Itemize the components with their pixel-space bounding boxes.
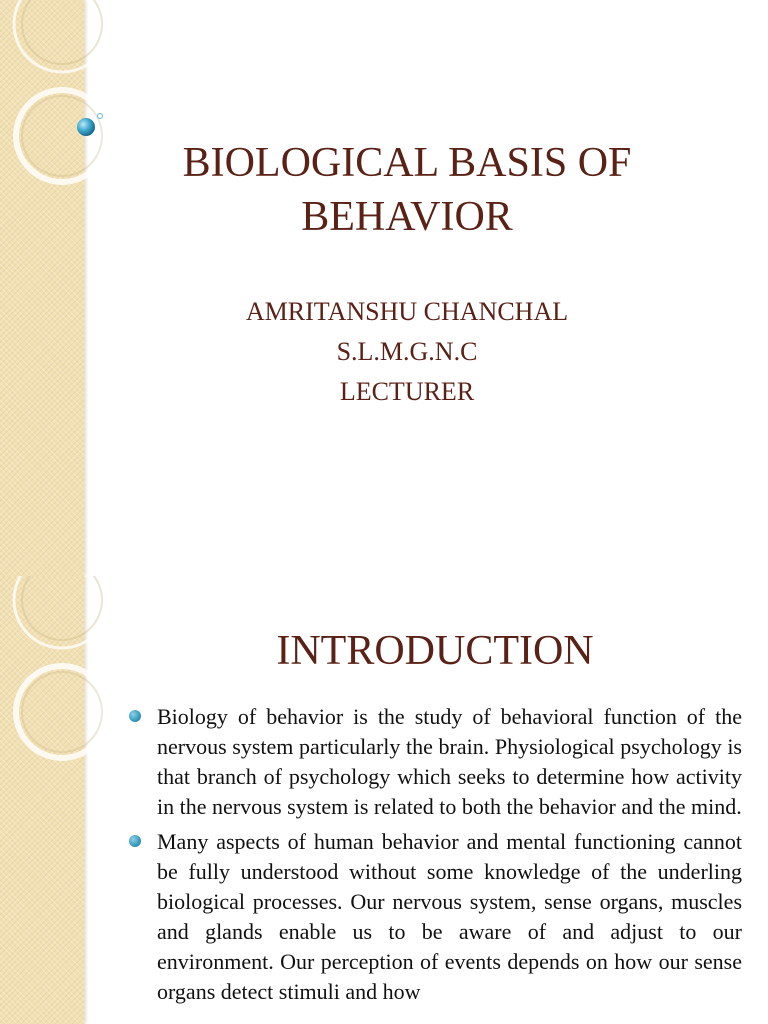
list-item	[126, 702, 742, 822]
author-name: AMRITANSHU CHANCHAL	[245, 297, 569, 326]
title-line-1: BIOLOGICAL BASIS OF	[182, 140, 632, 186]
blue-orb-icon	[77, 118, 95, 136]
bullet-icon	[129, 835, 141, 847]
bullet-text: Biology of behavior is the study of behavioral function of the nervous system particularly the brain. Physiological psychology is that branch of psychology which seeks to determine how activity in the nervous system is related to both the behavior and the mind.	[157, 704, 742, 819]
list-item	[126, 827, 742, 1007]
bullet-text: Many aspects of human behavior and mental functioning cannot be fully understood without some knowledge of the underling biological processes. Our nervous system, sense organs, muscles and glands enable us to be aware of and adjust to our environment. Our perception of events depends on how our sense organs detect stimuli and how	[157, 829, 742, 1004]
bullet-icon	[129, 710, 141, 722]
slide-heading: INTRODUCTION	[276, 628, 594, 674]
author-role: LECTURER	[339, 377, 475, 406]
bullet-list	[126, 702, 742, 1012]
slide-title	[84, 136, 730, 244]
title-line-2: BEHAVIOR	[301, 194, 513, 240]
introduction-slide	[0, 576, 768, 1024]
slide-subtitle	[84, 292, 730, 412]
institution-name: S.L.M.G.N.C	[336, 337, 478, 366]
decorative-rings	[0, 576, 130, 776]
